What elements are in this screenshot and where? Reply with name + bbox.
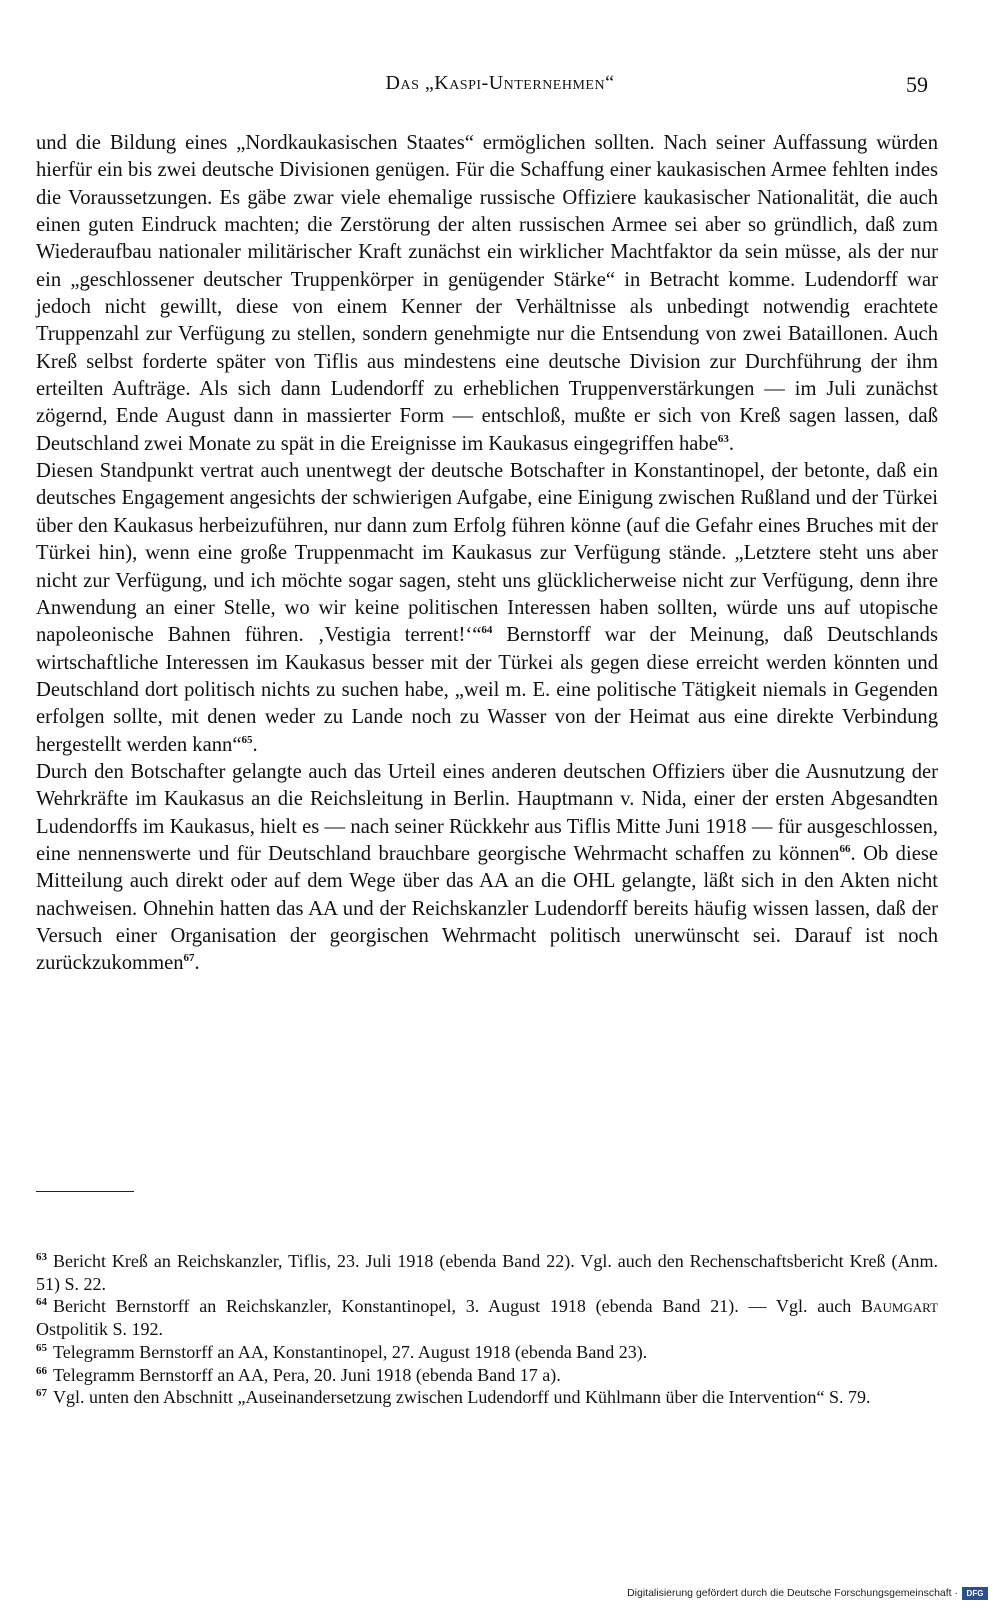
footnote-64 [36, 1295, 938, 1340]
footnote-text: Telegramm Bernstorff an AA, Konstantinopel, 27. August 1918 (ebenda Band 23). [53, 1341, 648, 1362]
footnote-63 [36, 1250, 938, 1295]
footnote-author: Baumgart [861, 1296, 938, 1317]
dfg-logo-icon: DFG [962, 1587, 988, 1600]
digitization-credit [627, 1583, 988, 1603]
paragraph-1 [36, 130, 938, 458]
footnotes [36, 1250, 938, 1409]
footnote-number: 63 [36, 1251, 47, 1263]
footnote-67 [36, 1386, 938, 1409]
footnote-ref-63: 63 [717, 432, 729, 445]
footnote-number: 65 [36, 1341, 47, 1354]
page-number: 59 [906, 72, 928, 97]
running-head [0, 72, 1000, 102]
footnote-text: Vgl. unten den Abschnitt „Auseinandersetzung zwischen Ludendorff und Kühlmann über die Intervention“ S. 79. [53, 1387, 871, 1408]
footnote-number: 64 [36, 1296, 47, 1309]
footnote-number: 67 [36, 1387, 47, 1400]
footnote-ref-66: 66 [839, 843, 851, 856]
footnote-number: 66 [36, 1364, 47, 1377]
footnote-text: Bericht Kreß an Reichskanzler, Tiflis, 23. Juli 1918 (ebenda Band 22). Vgl. auch den Rechenschaftsbericht Kreß (Anm. 51) S. 22. [36, 1251, 938, 1294]
paragraph-3-text: Durch den Botschafter gelangte auch das Urteil eines anderen deutschen Offiziers über die Ausnutzung der Wehrkräfte im Kaukasus an die Reichsleitung in Berlin. Hauptmann v. Nida, einer der ersten Abgesandten Ludendorffs im Kaukasus, hielt es — nach seiner Rückkehr aus Tiflis Mitte Juni 1918 — für ausgeschlossen, eine nennenswerte und für Deutschland brauchbare georgische Wehrmacht schaffen zu können [36, 760, 938, 865]
footnote-ref-65: 65 [241, 733, 253, 746]
footnote-text: Bericht Bernstorff an Reichskanzler, Konstantinopel, 3. August 1918 (ebenda Band 21). — Vgl. auch [53, 1296, 862, 1317]
footnote-ref-64: 64 [481, 624, 493, 637]
paragraph-3 [36, 759, 938, 978]
running-title: Das „Kaspi-Unternehmen“ [385, 72, 615, 94]
paragraph-2-end: . [252, 733, 258, 756]
paragraph-3-text-cont: . Ob diese Mitteilung auch direkt oder auf dem Wege über das AA an die OHL gelangte, läßt sich in den Akten nicht nachweisen. Ohnehin hatten das AA und der Reichskanzler Ludendorff bereits häufig wissen lassen, daß der Versuch einer Organisation der georgischen Wehrmacht politisch unerwünscht sei. Darauf ist noch zurückzukommen [36, 842, 938, 975]
footnote-65 [36, 1341, 938, 1364]
paragraph-3-end: . [194, 952, 200, 975]
footnote-66 [36, 1364, 938, 1387]
footnote-ref-67: 67 [183, 952, 195, 965]
paragraph-2 [36, 458, 938, 759]
paragraph-1-end: . [728, 432, 735, 455]
paragraph-1-text: und die Bildung eines „Nordkaukasischen Staates“ ermöglichen sollten. Nach seiner Auffassung würden hierfür ein bis zwei deutsche Divisionen genügen. Für die Schaffung einer kaukasischen Armee fehlten indes die Voraussetzungen. Es gäbe zwar viele ehemalige russische Offiziere kaukasischer Nationalität, die auch einen guten Eindruck machten; die Zerstörung der alten russischen Armee sei aber so gründlich, daß zum Wiederaufbau nationaler militärischer Kraft zunächst ein wirklicher Machtfaktor da sein müsse, als der nur ein „geschlossener deutscher Truppenkörper in genügender Stärke“ in Betracht komme. Ludendorff war jedoch nicht gewillt, diese von einem Kenner der Verhältnisse als unbedingt notwendig erachtete Truppenzahl zur Verfügung zu stellen, sondern genehmigte nur die Entsendung von zwei Bataillonen. Auch Kreß selbst forderte später von Tiflis aus mindestens eine deutsche Division zur Durchführung der ihm erteilten Aufträge. Als sich dann Ludendorff zu erheblichen Truppenverstärkungen — im Juli zunächst zögernd, Ende August dann in massierter Form — entschloß, mußte er sich von Kreß sagen lassen, daß Deutschland zwei Monate zu spät in die Ereignisse im Kaukasus eingegriffen habe [36, 132, 938, 455]
footnote-text: Telegramm Bernstorff an AA, Pera, 20. Juni 1918 (ebenda Band 17 a). [53, 1364, 561, 1385]
paragraph-2-text: Diesen Standpunkt vertrat auch unentwegt der deutsche Botschafter in Konstantinopel, der betonte, daß ein deutsches Engagement angesichts der schwierigen Aufgabe, eine Einigung zwischen Rußland und der Türkei über den Kaukasus herbeizuführen, nur dann zum Erfolg führen könne (auf die Gefahr eines Bruches mit der Türkei hin), wenn eine große Truppenmacht im Kaukasus zur Verfügung stände. „Letztere steht uns aber nicht zur Verfügung, und ich möchte sogar sagen, steht uns glücklicherweise nicht zur Verfügung, denn ihre Anwendung an einer Stelle, wo wir keine politischen Interessen haben sollten, würde uns auf utopische napoleonische Bahnen führen. ‚Vestigia terrent!‘“ [36, 460, 938, 647]
paragraph-2-text-cont: Bernstorff war der Meinung, daß Deutschlands wirtschaftliche Interessen im Kaukasus besser mit der Türkei als gegen diese erreicht werden könnten und Deutschland dort politisch nichts zu suchen habe, „weil m. E. eine politische Tätigkeit niemals in Gegenden erfolgen sollte, mit denen weder zu Lande noch zu Wasser von der Heimat aus eine direkte Verbindung hergestellt werden kann“ [36, 624, 938, 756]
credit-text: Digitalisierung gefördert durch die Deutsche Forschungsgemeinschaft · [627, 1587, 958, 1599]
main-text [36, 130, 938, 978]
footnote-divider [36, 1191, 134, 1192]
footnote-text-cont: Ostpolitik S. 192. [36, 1319, 164, 1340]
